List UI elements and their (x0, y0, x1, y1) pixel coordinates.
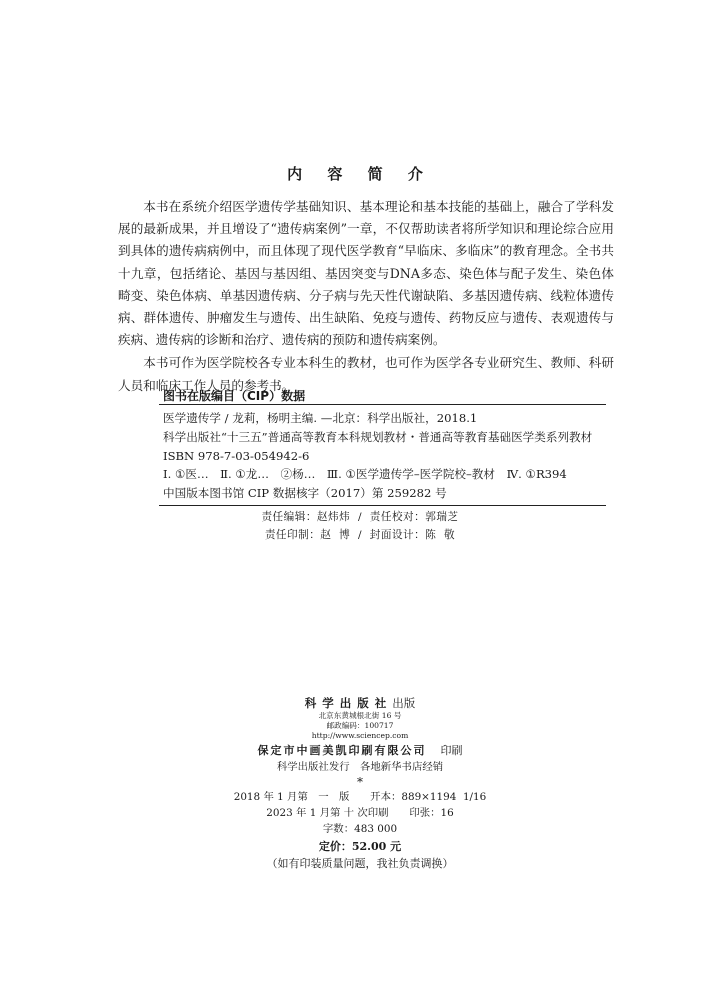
staff-row-production: 责任印制：赵 博 / 封面设计：陈 敬 (264, 529, 456, 541)
cip-line-isbn: ISBN 978-7-03-054942-6 (163, 448, 310, 463)
cip-heading: 图书在版编目（CIP）数据 (163, 389, 306, 403)
edition-line: 2018 年 1 月第 一 版 开本：889×1194 1/16 (233, 791, 487, 803)
publisher-postcode: 邮政编码：100717 (326, 721, 394, 730)
staff-credits (0, 508, 720, 544)
price: 定价：52.00 元 (318, 839, 402, 853)
cip-line-series: 科学出版社“十三五”普通高等教育本科规划教材・普通高等教育基础医学类系列教材 (163, 429, 593, 444)
cip-line-classification: Ⅰ. ①医… Ⅱ. ①龙… ②杨… Ⅲ. ①医学遗传学–医学院校–教材 Ⅳ. ①R394 (163, 467, 567, 482)
printer-line (0, 743, 720, 759)
publisher-name: 科学出版社 (304, 696, 393, 710)
staff-row-editors: 责任编辑：赵炜炜 / 责任校对：郭瑞芝 (261, 511, 459, 523)
cip-line-record: 中国版本图书馆 CIP 数据核字（2017）第 259282 号 (163, 486, 447, 501)
distribution-line: 科学出版社发行 各地新华书店经销 (276, 761, 444, 773)
cip-data (163, 409, 603, 503)
summary-paragraph-2: 本书可作为医学院校各专业本科生的教材，也可作为医学各专业研究生、教师、科研人员和临床工作人员的参考书。 (118, 355, 614, 393)
cip-line-title: 医学遗传学 / 龙莉，杨明主编. —北京：科学出版社，2018.1 (163, 411, 478, 425)
word-count: 字数：483 000 (322, 823, 398, 836)
publisher-website: http://www.sciencep.com (311, 731, 409, 740)
publisher-suffix: 出版 (392, 696, 416, 710)
printing-line: 2023 年 1 月第 十 次印刷 印张：16 (266, 807, 454, 820)
summary-body (118, 196, 614, 398)
imprint (0, 696, 720, 872)
publisher-line (0, 696, 720, 711)
publisher-address: 北京东黄城根北街 16 号 (318, 711, 402, 720)
printer-suffix: 印刷 (440, 744, 463, 757)
printer-name: 保定市中画美凯印刷有限公司 (257, 744, 427, 757)
summary-title: 内 容 简 介 (287, 165, 433, 183)
quality-note: （如有印装质量问题，我社负责调换） (266, 856, 454, 870)
separator-star: * (357, 775, 363, 789)
summary-paragraph-1: 本书在系统介绍医学遗传学基础知识、基本理论和基本技能的基础上，融合了学科发展的最新成果，并且增设了“遗传病案例”一章，不仅帮助读者将所学知识和理论综合应用到具体的遗传病病例中，而且体现了现代医学教育“早临床、多临床”的教育理念。全书共十九章，包括绪论、基因与基因组、基因突变与DNA多态、染色体与配子发生、染色体畸变、染色体病、单基因遗传病、分子病与先天性代谢缺陷、多基因遗传病、线粒体遗传病、群体遗传、肿瘤发生与遗传、出生缺陷、免疫与遗传、药物反应与遗传、表观遗传与疾病、遗传病的诊断和治疗、遗传病的预防和遗传病案例。 (118, 199, 614, 348)
